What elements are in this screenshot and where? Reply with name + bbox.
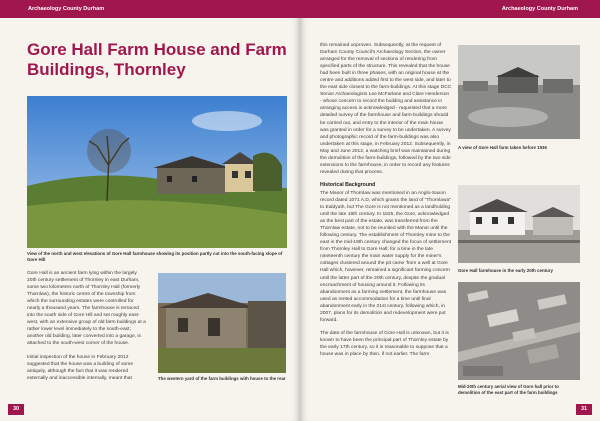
section-heading: Historical Background <box>320 181 376 188</box>
right-column-text <box>320 42 452 364</box>
right-header-text: Archaeology County Durham <box>501 6 578 12</box>
inset-photo-caption: The western yard of the farm buildings with house to the rear <box>158 376 286 381</box>
aerial-view-image <box>458 282 580 380</box>
page-number: 31 <box>576 404 592 415</box>
farm-yard-image <box>158 273 286 373</box>
photo-before-1936 <box>458 45 580 139</box>
page-number: 30 <box>8 404 24 415</box>
aerial-photo-caption: Mid-20th century aerial view of Gore hall prior to demolition of the east part of the farm buildings <box>458 384 559 395</box>
inset-photo <box>158 273 286 373</box>
main-photo <box>27 96 287 248</box>
paragraph: Gore Hall is an ancient farm lying within the largely 20th century settlement of Thornley in east Durham, some two kilometres north of Thornley Hall (formerly Thornlaw), the historic centre of the township from which the surrounding estates were controlled for nearly a thousand years. The farmhouse is terraced into the south side of Gore Hill and set roughly east-west, with an extensive group of old farm buildings at a rather lower level immediately to the south-east; another old building, later converted into a garage, is attached to the south-west corner of the house. <box>27 271 146 347</box>
main-photo-caption: View of the north and west elevations of Gore Hall farmhouse showing its position partly cut into the south-facing slope of Gore Hill <box>27 251 283 262</box>
left-header-text: Archaeology County Durham <box>28 6 105 12</box>
farmhouse-landscape-image <box>27 96 287 248</box>
photo-before-1936-caption: A view of Gore Hall farm taken before 1936 <box>458 145 547 150</box>
right-page <box>300 0 600 421</box>
article-title: Gore Hall Farm House and Farm Buildings, Thornley <box>27 40 287 79</box>
right-header-bar <box>300 0 600 18</box>
paragraph: Initial inspection of the house in February 2012 suggested that the house was a building of some antiquity, although the fact that it was rendered externally and inaccessible internally, meant that <box>27 354 134 381</box>
historic-farm-image <box>458 45 580 139</box>
aerial-photo <box>458 282 580 380</box>
photo-early-20th-caption: Gore Hall farmhouse in the early 20th century <box>458 268 553 273</box>
paragraph: The date of the farmhouse of Gore Hall is unknown, but it is known to have been the principal part of Thornley estate by the early 17th century, so it is reasonable to suppose that a house was in place by then, if not earlier. The farm <box>320 330 449 357</box>
paragraph: this remained unproven. Subsequently, at the request of Durham County Council's Archaeology Section, the owner arranged for the removal of sections of rendering from specified parts of the structure. This revealed that the house had been built in three phases, with an original house at the centre and additions added first to the west side, and later to the east side closest to the farm-buildings. At this stage DCC Senior Archaeologists Lee McFarlane and Clare Henderson - whose concern to record the building and assistance in arranging access is acknowledged - requested that a more detailed survey of the farmhouse and farm-buildings should be carried out, and entry to the interior of the main house was granted in order for a survey to be undertaken. A survey and photographic record of the farm-buildings was also undertaken at this stage, in February 2012. Subsequently, in May and June 2012, a watching brief was maintained during the demolition of the farm-buildings, followed by the two side extensions to the farmhouse, in order to record any features revealed during that process. <box>320 43 452 175</box>
left-column-text <box>27 270 147 388</box>
farmhouse-historic-image <box>458 185 580 263</box>
paragraph: The Manor of Thornlaw was mentioned in an Anglo-Saxon record dated 1071 A.D, which grants the land of "Thornlawa" to Ealdyuth, but The Gore is not mentioned as a landholding until the late 16th century. In 1625, the Gore, acknowledged as the best part of the estate, was transferred from the Thornlaw estate, not to be reunited with the Manor until the following century. The establishment of Thornley mine to the east in the mid-19th century changed the focus of settlement from Thornley Hall to Gore Hall; for a time in the late nineteenth century the main water supply for the miner's cottages clustered around the pit came 'from a well at Gore Hall which, however, remained a significant farming concern until the latter part of the 20th century, despite the gradual encroachment of housing around it. Following its abandonment as a farming settlement, the farmhouse was used as rented accommodation for a time until final abandonment early in the 21st century, following which, in 2007, plans for its demolition and redevelopment were put forward. <box>320 190 452 323</box>
left-header-bar <box>0 0 300 18</box>
photo-early-20th <box>458 185 580 263</box>
